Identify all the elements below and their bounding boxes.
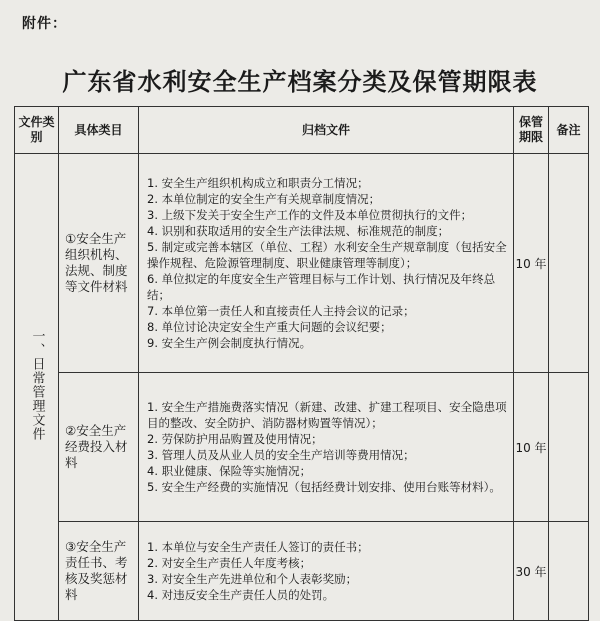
- file-item: 1. 安全生产组织机构成立和职责分工情况；: [147, 176, 369, 190]
- file-item: 4. 职业健康、保险等实施情况；: [147, 464, 312, 478]
- period-cell: 10 年: [514, 154, 549, 373]
- header-type: 具体类目: [59, 107, 139, 154]
- archive-table: [14, 106, 589, 621]
- file-list: [147, 175, 507, 351]
- file-item: 2. 劳保防护用品购置及使用情况；: [147, 432, 323, 446]
- remark-cell: [549, 154, 589, 373]
- files-cell: [139, 373, 514, 522]
- header-files: 归档文件: [139, 107, 514, 154]
- files-cell: [139, 522, 514, 621]
- file-item: 2. 本单位制定的安全生产有关规章制度情况；: [147, 192, 381, 206]
- remark-cell: [549, 522, 589, 621]
- header-period: 保管期限: [514, 107, 549, 154]
- file-item: 3. 管理人员及从业人员的安全生产培训等费用情况；: [147, 448, 415, 462]
- table-row: [15, 154, 589, 373]
- file-item: 4. 识别和获取适用的安全生产法律法规、标准规范的制度；: [147, 224, 450, 238]
- files-cell: [139, 154, 514, 373]
- header-remark: 备注: [549, 107, 589, 154]
- header-category: 文件类别: [15, 107, 59, 154]
- file-item: 4. 对违反安全生产责任人员的处罚。: [147, 588, 335, 602]
- file-item: 8. 单位讨论决定安全生产重大问题的会议纪要；: [147, 320, 392, 334]
- type-cell: ③安全生产责任书、考核及奖惩材料: [59, 522, 139, 621]
- attachment-label: 附件：: [22, 16, 67, 32]
- header-row: [15, 107, 589, 154]
- file-item: 3. 对安全生产先进单位和个人表彰奖励；: [147, 572, 358, 586]
- file-item: 7. 本单位第一责任人和直接责任人主持会议的记录；: [147, 304, 415, 318]
- type-cell: ②安全生产经费投入材料: [59, 373, 139, 522]
- category-name: 一、日常管理文件: [29, 329, 45, 441]
- category-cell: [15, 154, 59, 621]
- file-item: 9. 安全生产例会制度执行情况。: [147, 336, 312, 350]
- file-item: 1. 本单位与安全生产责任人签订的责任书；: [147, 540, 369, 554]
- file-list: [147, 399, 507, 495]
- table-row: [15, 522, 589, 621]
- file-item: 1. 安全生产措施费落实情况（新建、改建、扩建工程项目、安全隐患项目的整改、安全防护、消防器材购置等情况）；: [147, 400, 507, 430]
- period-cell: 10 年: [514, 373, 549, 522]
- file-list: [147, 539, 507, 603]
- document-title: 广东省水利安全生产档案分类及保管期限表: [62, 68, 538, 96]
- period-cell: 30 年: [514, 522, 549, 621]
- remark-cell: [549, 373, 589, 522]
- file-item: 6. 单位拟定的年度安全生产管理目标与工作计划、执行情况及年终总结；: [147, 272, 496, 302]
- file-item: 3. 上级下发关于安全生产工作的文件及本单位贯彻执行的文件；: [147, 208, 473, 222]
- file-item: 5. 制定或完善本辖区（单位、工程）水利安全生产规章制度（包括安全操作规程、危险源管理制度、职业健康管理等制度）；: [147, 240, 507, 270]
- file-item: 5. 安全生产经费的实施情况（包括经费计划安排、使用台账等材料）。: [147, 480, 501, 494]
- type-cell: ①安全生产组织机构、法规、制度等文件材料: [59, 154, 139, 373]
- file-item: 2. 对安全生产责任人年度考核；: [147, 556, 312, 570]
- table-row: [15, 373, 589, 522]
